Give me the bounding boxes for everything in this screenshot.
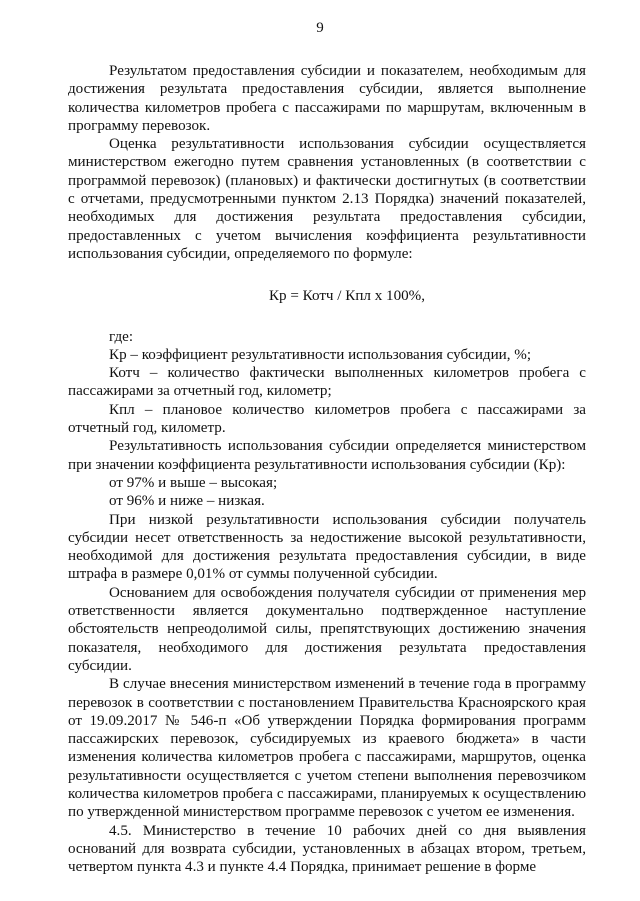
paragraph-force-majeure: Основанием для освобождения получателя субсидии от применения мер ответственности является документально подтвержденное наступление обстоятельств непреодолимой силы, препятствующих достижению значения показателя, необходимого для достижения результата предоставления субсидии. — [68, 584, 586, 674]
paragraph-penalty: При низкой результативности использования субсидии получатель субсидии несет ответственность за недостижение высокой результативности, необходимой для достижения результата предоставления субсидии, в виде штрафа в размере 0,01% от суммы полученной субсидии. — [68, 511, 586, 583]
document-body — [68, 62, 586, 876]
definition-kpl: Кпл – плановое количество километров пробега с пассажирами за отчетный год, километр. — [68, 401, 586, 437]
paragraph-program-changes: В случае внесения министерством изменений в течение года в программу перевозок в соответствии с постановлением Правительства Красноярского края от 19.09.2017 № 546-п «Об утверждении Порядка формирования программ пассажирских перевозок, субсидируемых из краевого бюджета» в части изменения количества километров пробега с пассажирами, маршрутов, оценка результативности осуществляется с учетом степени выполнения перевозчиком количества километров пробега с пассажирами, планируемых к осуществлению по утвержденной министерством программе перевозок с учетом ее изменения. — [68, 676, 586, 821]
level-low: от 96% и ниже – низкая. — [109, 493, 265, 510]
where-label: где: — [109, 328, 134, 345]
level-high: от 97% и выше – высокая; — [109, 474, 278, 491]
paragraph-result: Результатом предоставления субсидии и показателем, необходимым для достижения результата предоставления субсидии, является выполнение количества километров пробега с пассажирами по маршрутам, включенным в программу перевозок. — [68, 63, 586, 134]
definition-kotch: Котч – количество фактически выполненных километров пробега с пассажирами за отчетный год, километр; — [68, 365, 586, 400]
paragraph-4-5: 4.5. Министерство в течение 10 рабочих дней со дня выявления оснований для возврата субсидии, установленных в абзацах втором, третьем, четвертом пункта 4.3 и пункте 4.4 Порядка, принимает решение в форме — [68, 822, 586, 876]
paragraph-effectiveness: Результативность использования субсидии определяется министерством при значении коэффициента результативности использования субсидии (Кр): — [68, 438, 586, 473]
formula: Кр = Котч / Кпл х 100%, — [268, 288, 426, 305]
definition-kr: Кр – коэффициент результативности использования субсидии, %; — [109, 346, 532, 363]
page-number: 9 — [316, 20, 324, 36]
paragraph-evaluation: Оценка результативности использования субсидии осуществляется министерством ежегодно путем сравнения установленных (в соответствии с программой перевозок) (плановых) и фактически достигнутых (в соответствии с отчетами, предусмотренными пунктом 2.13 Порядка) значений показателей, необходимых для достижения результата предоставления субсидии, предоставленных с учетом вычисления коэффициента результативности использования субсидии, определяемого по формуле: — [68, 136, 586, 262]
